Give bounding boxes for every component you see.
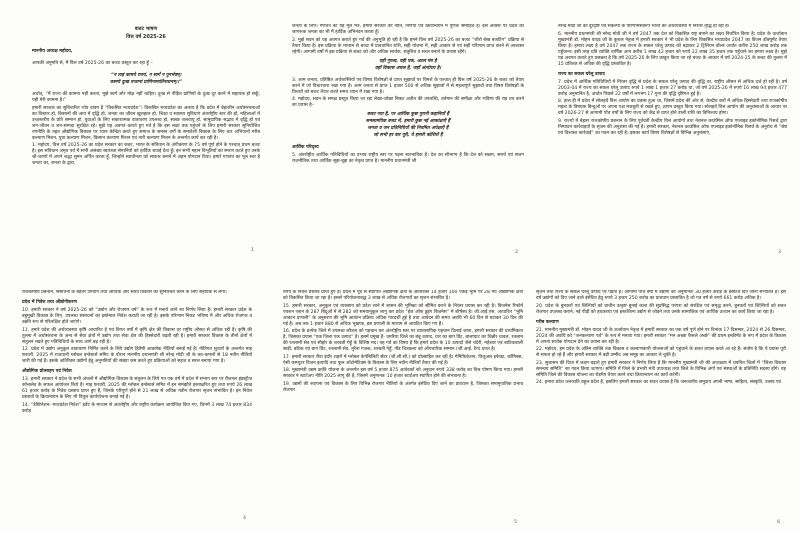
paragraph-16: 16. प्रदेश के प्रत्येक जिले में उपलब्ध कौशल को पहचान कर अंतर्राष्ट्रीय स्तर पर व्यावसायिक पहचान दिलाई जाना, हमारी सरकार की प्राथमिकता है, जिसका प्रयास “एक जिला एक उत्पाद” है। इसमें प्रमुख हैं- उमरिया जिले का बंबू उत्पाद, धार का बाग प्रिंट, बालाघाट का चिन्नौर चावल, रतलाम की रतलामी सेव एवं सीहोर के शरबती गेहूँ के विशिष्ट मद। यह गर्व का विषय है कि हमारे प्रदेश के 10 उत्पादों जैसे चंदेरी, महेश्वर एवं बाटिकवाली साड़ी, बटिक एवं बाग प्रिंट, रतलामी सेव, मुरैना गजक, शरबती गेहूँ, गौंड चित्रकला को औपचारिक सम्मान (जी.आई. टैग) प्राप्त है। — [283, 329, 523, 352]
page-number: 4 — [243, 516, 246, 521]
paragraph-10: 10. हमारी सरकार ने वर्ष 2025-26 को “उद्योग और रोजगार वर्ष” के रूप में मनाये जाने का निर्णय लिया है। हमारी सरकार प्रदेश के बहुमुखी विकास के लिए, उपलब्ध संसाधनों का इस्तेमाल निवेश कराती जा रही है। इसके परिणाम निकट भविष्य में और अधिक रोजगार व उन्नति रूप से परिलक्षित होते जाएंगे। — [22, 308, 252, 325]
paragraph-19: 19. उद्यमों की स्थापना एवं विकास के लिए विभिन्न रोजगार नीतियों के अंतर्गत इंसेंटिव दिए जाने का प्रावधान है, जिसका समानुपातिक प्रभाव रोजगार — [283, 381, 523, 393]
sanskrit-shloka — [32, 73, 260, 86]
paragraph-13: 13. हमारी सरकार ने प्रदेश के सभी अंचलों में औद्योगिक विकास के संतुलन के लिये गत एक वर्ष में प्रदेश में संभाग स्तर पर रीजनल इंडस्ट्रीज कॉन्क्लेव के सफल आयोजन किये हैं। माह फरवरी, 2025 की ग्लोबल इन्वेस्टर्स समिट में इन समझौते हस्ताक्षरित हुए तथा रुपये 26 लाख 61 हजार करोड़ के निवेश प्रस्ताव प्राप्त हुए हैं, जिनके परिपूर्ण होने से 21 लाख से अधिक नवीन रोजगार सृजन संभावित है। इन निवेश प्रस्तावों के क्रियान्वयन के लिए भी विपुल कार्ययोजना बनाई गई है। — [22, 377, 252, 400]
page-number: 6 — [777, 520, 780, 525]
paragraph-18: 18. मुख्यमंत्री उद्यम क्रांति योजना के अन्तर्गत इस वर्ष 5 हजार 875 आवेदकों को अनुदान रुपये 338 करोड़ का वित्त पोषण किया गया। हमारी सरकार ने स्टार्टअप नीति 2025 लागू की है, जिसमें अनुमानतः 10 हजार स्टार्टअप स्थापित होने की संभावना है। — [283, 368, 523, 379]
continuation-paragraph: सृजन तथा राज्य के सकल घरेलू उत्पाद पर पड़ता है। आगामी पाँच वर्षों में उद्योगों को अनुमानतः 30 हजार करोड़ के इंसेंटिव दिए जाना संभावित है। इस वर्ष उद्योगों को दिए जाने वाले इंसेंटिव हेतु रुपये 3 हजार 250 करोड़ का प्रावधान प्रस्तावित है जो गत वर्ष से रुपये 661 करोड़ अधिक है। — [536, 290, 786, 301]
paragraph-6: 6. माननीय प्रधानमंत्री श्री नरेन्द्र मोदी जी ने वर्ष 2047 तक देश को विकसित राष्ट्र बनाने का लक्ष्य निर्धारित किया है। प्रदेश के ऊर्जावान मुख्यमंत्री डॉ. मोहन यादव जी के कुशल नेतृत्व में हमारी सरकार ने भी प्रदेश के लिए विकसित मध्यप्रदेश 2047 का विजन डॉक्यूमेंट तैयार किया है। हमारा लक्ष्य है वर्ष 2047 तक राज्य के सकल घरेलू उत्पाद को बढ़ाकर 2 ट्रिलियन डॉलर अर्थात करीब 250 लाख करोड़ तक पहुँचाना। इसी तरह प्रति व्यक्ति वार्षिक आय करीब 1 लाख 42 हजार को रुपये 22 लाख 35 हजार तक पहुँचाने का हमारा लक्ष्य है। मुझे यह अवगत कराते हुए प्रसन्नता है कि वर्ष 2025-26 के लिए प्रस्तुत किया जा रहे बजट के आकार में वर्ष 2024-25 के बजट की तुलना में 15 प्रतिशत से अधिक की वृद्धि प्रस्तावित है। — [558, 31, 787, 67]
paragraph-24: 24. हमारा प्रदेश जनजाति बहुल प्रदेश है, इसलिए हमारी सरकार का सतत प्रयास है कि जनजातीय समुदाय अपनी भाषा, साहित्य, संस्कृति, उत्सव एवं — [536, 380, 782, 385]
page-1-block — [32, 26, 260, 254]
mission-paragraph: हमारी सरकार का सुविचारित ध्येय वाक्य है “विकसित मध्यप्रदेश”। विकसित मध्यप्रदेश का आशय है कि प्रदेश में बेहतरीन अधोसंरचनाओं का विस्तार हो, किसानों की आय में वृद्धि हो, जनता का जीवन खुशहाल हो, शिक्षा व स्वास्थ्य सुविधाएं अंतर्राष्ट्रीय स्तर की हों, महिलाओं में उच्चस्तरीय के प्रति सम्मान हो, युवाओं के लिए सकारात्मक वातावरण उपलब्ध हो, स्वच्छ जलवायु हो, सामुदायिक सद्भाव में वृद्धि हो एवं जन-जीवन व जन-सम्पदा सुरक्षित रहे। मुझे यह अवगत कराते हुए गर्व है कि इस लक्ष्य तक पहुंचने के लिए हमारी सरकार सुनियोजित रणनीति के तहत औद्योगिक विकास पर ध्यान केन्द्रित करते हुए समाज के समस्त वर्गों के समावेशी विकास के लिए चार अभियानों गरीब कल्याण मिशन, युवा कल्याण मिशन, किसान कल्याण मिशन एवं नारी कल्याण मिशन के अन्तर्गत कार्य कर रही है। — [32, 105, 260, 141]
paragraph-7: 7. प्रदेश में आर्थिक गतिविधियों में निरंतर वृद्धि से प्रदेश के सकल घरेलू उत्पाद की वृद्धि दर, राष्ट्रीय औसत से अधिक दर्ज हो रही है। वर्ष 2003-04 में राज्य का सकल घरेलू उत्पाद रुपये 1 लाख 1 हजार 27 करोड़ था, जो वर्ष 2025-26 में रुपये 16 लाख 94 हजार 477 करोड़ अनुमानित है, अर्थात पिछले 22 वर्षों में लगभग 17 गुना की वृद्धि दृष्टिगत हुई है। — [558, 79, 787, 97]
paragraph-12: 12. प्रदेश में उद्योग अनुकूल वातावरण निर्मित करने के लिये उद्योग हितैषी आकर्षक नीतियाँ बनाई गई हैं। नीतिगत सुधारों के अन्तर्गत माह फरवरी, 2025 में राजधानी ग्लोबल इन्वेस्टर्स समिट के दौरान माननीय प्रधानमंत्री श्री नरेन्द्र मोदी जी के कर-कमलों से 18 नवीन नीतियाँ जारी की गई हैं। इसके अतिरिक्त उद्योगों हेतु अनुमतियों की संख्या कम करते हुए प्रक्रियाओं को सहज व सरल बनाया गया है। — [22, 347, 252, 364]
paragraph-21: 21. माननीय मुख्यमंत्री डॉ. मोहन यादव जी के ऊर्जावान नेतृत्व में हमारी सरकार का एक वर्ष पूर्ण होने पर दिनांक 17 दिसम्बर, 2024 से 26 दिसम्बर, 2024 की अवधि को “जनकल्याण पर्व” के रूप में मनाया गया। हमारी सरकार “मन अच्छा फैसले अच्छे” की प्रथम इन्क्रीमेंट के रूप में प्रदेश के विकास में अपना सार्थक योगदान देने का प्रयास कर रही है। — [536, 327, 786, 345]
continuation-paragraph: जनता के लिए। गणतंत्र का यह मूल मंत्र, हमारी सरकार की नीति, निर्णयों एवं क्रियान्वयन में पूर्णतः समाहित है। इस अवसर पर प्रदेश की जागरूक जनता का भी मैं हार्दिक अभिनंदन करता हूँ। — [292, 24, 524, 35]
intro-paragraph: आपकी अनुमति से, मैं वित्त वर्ष 2025-26 का बजट प्रस्तुत कर रहा हूँ – — [32, 61, 153, 66]
section-heading-poor-welfare: गरीब कल्याण — [536, 319, 559, 325]
page-number: 1 — [251, 248, 254, 253]
paragraph-11: 11. हमारे प्रदेश की अर्थव्यवस्था कृषि आधारित है एवं विगत वर्षों में कृषि क्षेत्र की विकास दर राष्ट्रीय औसत से अधिक रही है। कृषि की तुलना में अधोसंरचना के अन्य से सेवा क्षेत्रों में उद्योग तथा सेवा क्षेत्र की हिस्सेदारी बढ़ती रही है। हमारी सरकार विकास के तीनों क्षेत्रों में संतुलन रखते हुए गतिविधियों के साथ आगे बढ़ रही है। — [22, 327, 252, 345]
paragraph-4: 4. महोदय, सदन के समक्ष प्रस्तुत किया जा रहा लेखा-जोखा निकट अतीत की उपलब्धि, वर्तमान की समीक्षा और भविष्य की राह तय करने का प्रयास है– — [292, 97, 524, 108]
verse-line-4: जो सभी हर बार पूरी, ये हमारी कोशिशें हैं — [373, 133, 443, 138]
continuation-paragraph: राजकोषीय प्रबन्धन, संसाधनों के बेहतर उपयोग तथा आर्थिक और सतत विकास को सुनिश्चित करने के लिए सहायक से लेंगी। — [22, 290, 227, 295]
paragraph-23: 23. सुशासन की दिशा में कदम बढ़ाते हुए हमारी सरकार ने निर्णय लिया है कि माननीय मुख्यमंत्री जी की अध्यक्षता में चयनित जिलों में “जिला विकास समन्वय समिति” का गठन किया जाएगा। समिति में जिले के प्रभारी मंत्री उपाध्यक्ष तथा जिले के विभिन्न अंगों एवं संस्थाओं के प्रतिनिधि सदस्य होंगे। यह समिति जिले की विकास योजना का रोडमैप तैयार करने तथा क्रियान्वयन का कार्य करेगी। — [536, 360, 786, 378]
couplet-line-2: वहाँ विकास अचल है, जहाँ अंत्योदय है। — [374, 65, 442, 71]
shloka-line-1: “न त्वहं कामये राज्यं, न स्वर्गं न पुनर्भवम्। — [110, 73, 182, 78]
shloka-meaning-paragraph: अर्थात्, “मैं राज्य की कामना नहीं करता, मुझे स्वर्ग और मोक्ष नहीं चाहिए। दुःख से पीड़ित प्राणियों के दुःख दूर करने में सहायक हो सकूँ, यही मेरी कामना है।” — [32, 92, 260, 103]
couplet-line-1: यही गुरुत्व, यही एक, अटल मंत्र है — [379, 58, 437, 64]
paragraph-17: 17. हमारी सरकार रीवा इंदौर शहरों में ग्लोबल केपेबिलिटी सेंटर (जी.सी.सी.) को प्रोत्साहित कर रही है। गेमिफिकेशन, विजुअल इफेक्ट, कॉमिक्स, ऐसी कम्प्यूटर विजन इत्यादि तथा फुल ऑटोमेटिक्स के विकास के लिए नवीन नीतियाँ तैयार की गई हैं। — [283, 354, 523, 366]
shloka-line-2: कामये दुःख तप्तानां प्राणिनामार्तिनाशनम्।।” — [109, 80, 183, 85]
page-5-block — [283, 290, 523, 526]
doc-title-line1: बजट भाषण — [134, 26, 158, 32]
paragraph-9: 9. राज्यों में बेहतर राजकोषीय प्रबन्धन के लिए पूर्ववर्ती केन्द्रीय वित्त आयोगों तथा नेशनल काउंसिल ऑफ एप्लाइड इकोनॉमिक रिसर्च द्वारा निष्पादन कार्रवाइयों के सृजन की अनुशंसा की गई है। हमारी सरकार, नेशनल काउंसिल ऑफ एप्लाइड इकोनॉमिक रिसर्च के अनुरोध से “श्रेष्ठ एवं विश्वस्त कार्रवाई” का गठन कर रही है। इसका कार्य विषय विशेषज्ञों से विभिन्न अनुशंसाएं, — [558, 118, 787, 136]
section-heading-industrial-incentive: औद्योगिक प्रोत्साहन एवं निवेश — [22, 369, 72, 374]
verse-line-1: बजट नया है, पर आर्थिक कुछ पुरानी कहानियाँ हैं — [367, 112, 449, 117]
paragraph-15: 15. हमारी सरकार, अनुकूल एवं व्यवसाय को प्रदेश लाने में शासन की भूमिका को सीमित करने के निरंतर प्रयास कर रही है। बिजनेस रिफॉर्म एक्शन प्लान के 287 बिंदुओं में से 282 को समयानुकूल लागू कर प्रदेश “ईज ऑफ डूइंग बिजनेस” में शीर्षस्थ है। जी.आई.एस. आधारित “भूमि आवंटन प्रणाली” के अनुसरण की भूमि आवंटन प्रक्रिया अधिक पारदर्शी हुई है तथा आवेदन की समय अवधि भी 60 दिन से घटाकर 30 दिन की गई है। अब तक 1 हजार 880 से अधिक भूखण्ड, इस प्रणाली के माध्यम से आवंटित किए गए हैं। — [283, 303, 523, 327]
doc-title-line2: वित्त वर्ष 2025-26 — [126, 34, 166, 40]
page-4-block — [22, 290, 252, 522]
page-3-block — [558, 24, 787, 256]
page-number: 2 — [515, 250, 518, 255]
verse-line-2: समसामयिक बजट में, हमारी कुछ नई आकांक्षाएँ हैं — [365, 119, 451, 124]
page-2-block — [292, 24, 524, 256]
couplet-quote — [292, 59, 524, 72]
paragraph-3: 3. आम जनता, प्रतिष्ठित अर्थशास्त्रियों एवं विषय विशेषज्ञों से प्राप्त सुझावों पर विमर्श के पश्चात् ही वित्त वर्ष 2025-26 के बजट को तैयार करने में जो विचारधारा रखा गया है। आम जनता से प्राप्त 1 हजार 500 से अधिक सुझावों में से महत्वपूर्ण सुझावों तथा विषय विशेषज्ञों के विचारों को बजट तैयार करते समय ध्यान में रखा गया है। — [292, 77, 524, 95]
continuation-paragraph: रुपये के निवेश प्रस्ताव प्राप्त हुए हैं। प्रदेश में पूर्व से स्थापित औद्योगिक क्षेत्रों के अतिरिक्त 14 हजार 100 एकड़ भूमि पर 28 नये औद्योगिक क्षेत्रों को विकसित किया जा रहा है। इससे परियोजनाबद्ध 3 लाख से अधिक रोजगारों का सृजन संभावित है। — [283, 290, 523, 301]
document-title-block — [32, 26, 260, 41]
section-heading-economic-scenario: आर्थिक परिदृश्य — [292, 145, 319, 150]
page-number: 5 — [514, 520, 517, 525]
paragraph-8: 8. हाल ही में प्रदेश में सोलहवें वित्त आयोग का प्रवास हुआ था, जिसमें प्रदेश की ओर से, केन्द्रीय करों में अधिक हिस्सेदारी तथा राजकोषीय महत्व के विषयक बिन्दुओं पर अपना पक्ष मजबूती से रखते हुए, ज्ञापन प्रस्तुत किया गया। सोलहवें वित्त आयोग की अनुशंसाओं के आधार पर वर्ष 2026-27 से आगामी पाँच वर्षों के लिए राज्य को केंद्र से प्राप्त होने वाली राशि का विनिश्चय होगा। — [558, 99, 787, 116]
paragraph-14: 14. “डेस्टिनेशन- मध्यप्रदेश निवेश” इवेंट के माध्यम से अंतर्राष्ट्रीय और राष्ट्रीय कार्यक्रम आयोजित किए गए, जिनमें 3 लाख 74 हजार 834 करोड़ — [22, 402, 252, 414]
continuation-paragraph: नरेन्द्र मोदी जी की दूरदृष्टि एवं संकल्पों के परिणामस्वरूप भारत की अर्थव्यवस्था में निरंतर वृद्धि हो रही है। — [558, 24, 730, 29]
speaker-salutation: माननीय अध्यक्ष महोदय, — [32, 49, 73, 54]
paragraph-22: 22. महोदय, हम प्रदेश के अंतिम व्यक्ति तक विकास व कल्याणकारी योजनाओं को पहुंचाने के सतत प्रयास करते आ रहे हैं। संतोष है कि ये प्रयास पूरी से सफल हो रहे हैं और हमारी सरकार में बड़ी उम्मीद अब समूह का आकार ले चुकी है। — [536, 347, 786, 358]
page-6-block — [536, 290, 786, 526]
page-number: 3 — [778, 250, 781, 255]
paragraph-20: 20. प्रदेश के बुनकरों एवं शिल्पियों को प्राचीन उत्कृष्ट बुनाई कला की सुप्रसिद्ध परंपरा को संरक्षित एवं समृद्ध करने, बुनकरों एवं शिल्पियों को सतत रोजगार उपलब्ध कराने, नई पीढ़ी को हथकरघा एवं हस्तशिल्प उद्योग से जोड़ने तथा उनके सामाजिक एवं आर्थिक उत्थान का कार्य किया जा रहा है। — [536, 303, 786, 315]
verse-line-3: जनता व जन प्रतिनिधियों की नियमित अपेक्षाएँ हैं — [367, 126, 449, 131]
paragraph-5: 5. अंतर्राष्ट्रीय आर्थिक गतिविधियों का प्रभाव राष्ट्रीय स्तर पर पड़ना स्वाभाविक है। देश का सौभाग्य है कि देश को सक्षम, समर्थ एवं सजग राजनीतिक तथा आर्थिक सूझ-बूझ का नेतृत्व प्राप्त है। माननीय प्रधानमंत्री श्री — [292, 153, 524, 164]
paragraph-2: 2. मुझे सदन को यह अवगत कराते हुए गर्व की अनुभूति हो रही है कि हमने वित्त वर्ष 2025-26 का बजट “जीरो बेस्ड बजटिंग” प्रक्रिया से तैयार किया है। इस प्रक्रिया के माध्यम से बजट में प्रावधानित राशि, सही योजना में, सही आकार से एवं सही परिणाम प्राप्त करने से आश्वस्त रहेगी। आगामी वर्षों में इस प्रक्रिया से बजट को और अधिक सार्थक, संतुलित व सरल बनाने के प्रयास रहेंगे। — [292, 37, 524, 55]
section-heading-investment-industrialisation: प्रदेश में निवेश तथा औद्योगीकरण — [22, 300, 77, 305]
paragraph-1: 1. महोदय, वित्त वर्ष 2025-26 का प्रदेश सरकार का बजट, भारत के संविधान के अंगीकरण के 75 वर्ष पूर्ण होने के पश्चात् प्रथम बजट है। इस संविधान अमृत पर्व में सभी असंख्य स्वतंत्रता सेनानियों को हार्दिक बधाई देता हूँ। इन सभी महान विभूतियों का स्मरण करते हुए उनके श्री-चरणों में अपने श्रद्धा सुमन अर्पित करता हूँ, जिन्होंने स्वाधीनता को साकार बनाने में अहम योगदान दिया। हमारे गणतंत्र का मूल स्वर है जनता का, जनता के द्वारा, — [32, 143, 260, 166]
budget-verse — [292, 112, 524, 139]
section-heading-state-gdp: राज्य का सकल घरेलू उत्पाद — [558, 71, 605, 77]
